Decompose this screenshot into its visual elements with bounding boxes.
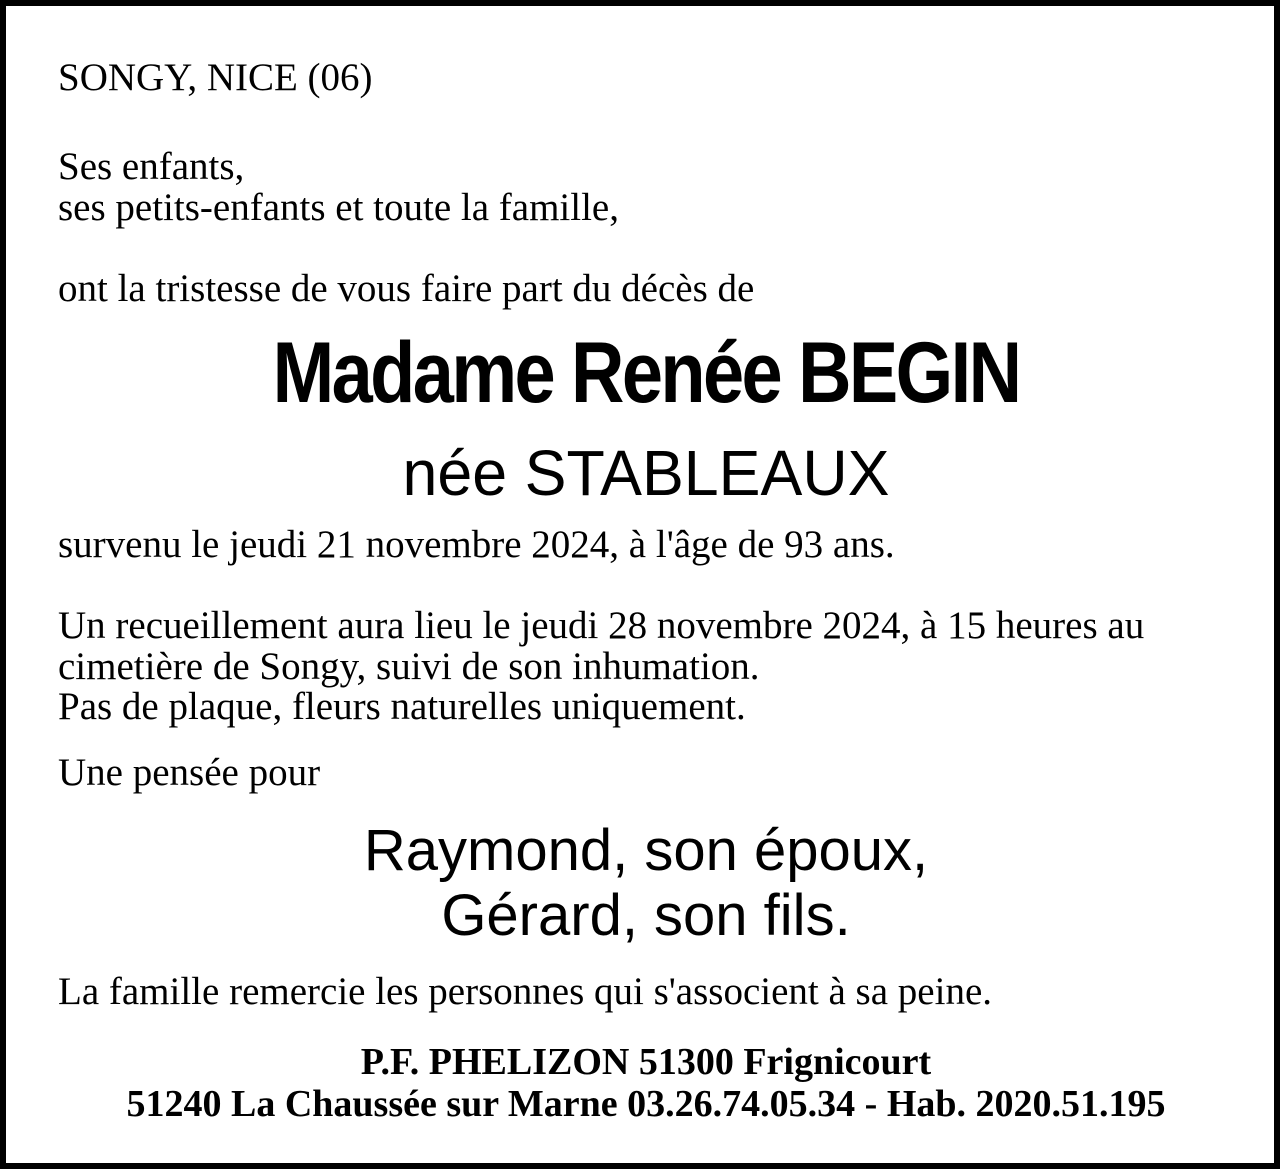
- family-line-2: ses petits-enfants et toute la famille,: [58, 186, 619, 229]
- remembered-line-2: Gérard, son fils.: [441, 883, 851, 948]
- ceremony-line-3: Pas de plaque, fleurs naturelles uniquement.: [58, 685, 746, 728]
- thought-intro: Une pensée pour: [58, 751, 321, 794]
- funeral-home-line-1: P.F. PHELIZON 51300 Frignicourt: [360, 1041, 932, 1083]
- maiden-name: née STABLEAUX: [402, 437, 890, 509]
- location-line: SONGY, NICE (06): [58, 56, 373, 99]
- thanks-line: La famille remercie les personnes qui s'associent à sa peine.: [58, 970, 993, 1013]
- ceremony-line-1: Un recueillement aura lieu le jeudi 28 novembre 2024, à 15 heures au: [58, 604, 1145, 647]
- deceased-name: Madame Renée BEGIN: [272, 325, 1020, 421]
- funeral-home-line-2: 51240 La Chaussée sur Marne 03.26.74.05.34 - Hab. 2020.51.195: [126, 1083, 1166, 1125]
- announcement-line: ont la tristesse de vous faire part du décès de: [58, 267, 755, 310]
- remembered-line-1: Raymond, son époux,: [363, 818, 929, 883]
- death-details: survenu le jeudi 21 novembre 2024, à l'âge de 93 ans.: [58, 523, 895, 566]
- ceremony-line-2: cimetière de Songy, suivi de son inhumation.: [58, 645, 760, 688]
- family-line-1: Ses enfants,: [58, 145, 245, 188]
